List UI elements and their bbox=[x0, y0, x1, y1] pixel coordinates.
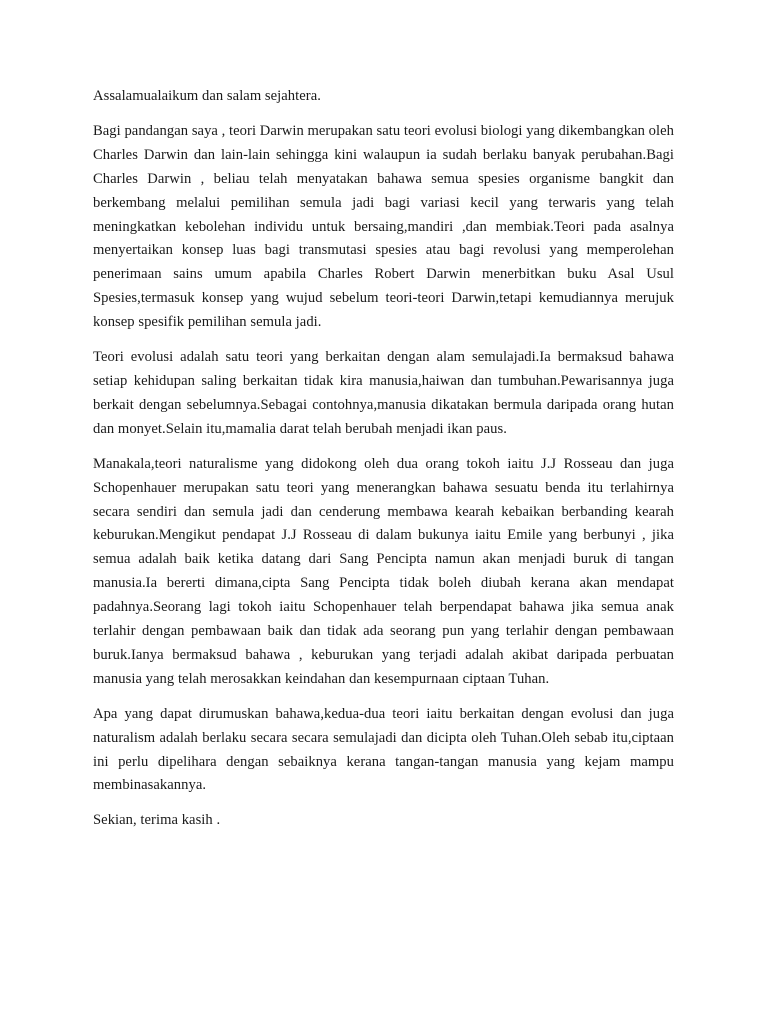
paragraph-evolution: Teori evolusi adalah satu teori yang berkaitan dengan alam semulajadi.Ia bermaksud bahawa setiap kehidupan saling berkaitan tidak kira manusia,haiwan dan tumbuhan.Pewarisannya juga berkait dengan sebelumnya.Sebagai contohnya,manusia dikatakan bermula daripada orang hutan dan monyet.Selain itu,mamalia darat telah berubah menjadi ikan paus. bbox=[93, 349, 674, 437]
paragraph-naturalism: Manakala,teori naturalisme yang didokong oleh dua orang tokoh iaitu J.J Rosseau dan juga Schopenhauer merupakan satu teori yang menerangkan bahawa sesuatu benda itu terlahirnya secara sendiri dan semula jadi dan cenderung membawa kearah kebaikan berbanding kearah keburukan.Mengikut pendapat J.J Rosseau di dalam bukunya iaitu Emile yang berbunyi , jika semua adalah baik ketika datang dari Sang Pencipta namun akan menjadi buruk di tangan manusia.Ia bererti dimana,cipta Sang Pencipta tidak boleh diubah kerana akan mendapat padahnya.Seorang lagi tokoh iaitu Schopenhauer telah berpendapat bahawa jika semua anak terlahir dengan pembawaan baik dan tidak ada seorang pun yang terlahir dengan pembawaan buruk.Ianya bermaksud bahawa , keburukan yang terjadi adalah akibat daripada perbuatan manusia yang telah merosakkan keindahan dan kesempurnaan ciptaan Tuhan. bbox=[93, 455, 674, 687]
paragraph-darwin: Bagi pandangan saya , teori Darwin merupakan satu teori evolusi biologi yang dikembangkan oleh Charles Darwin dan lain-lain sehingga kini walaupun ia sudah berlaku banyak perubahan.Bagi Charles Darwin , beliau telah menyatakan bahawa semua spesies organisme bangkit dan berkembang melalui pemilihan semula jadi bagi variasi kecil yang terwaris yang telah meningkatkan kebolehan individu untuk bersaing,mandiri ,dan membiak.Teori pada asalnya menyertaikan konsep luas bagi transmutasi spesies atau bagi revolusi yang memperolehan penerimaan sains umum apabila Charles Robert Darwin menerbitkan buku Asal Usul Spesies,termasuk konsep yang wujud sebelum teori-teori Darwin,tetapi kemudiannya merujuk konsep spesifik pemilihan semula jadi. bbox=[93, 122, 674, 331]
closing-line: Sekian, terima kasih . bbox=[93, 812, 221, 829]
document-body bbox=[93, 85, 674, 844]
paragraph-conclusion: Apa yang dapat dirumuskan bahawa,kedua-dua teori iaitu berkaitan dengan evolusi dan juga naturalism adalah berlaku secara secara semulajadi dan dicipta oleh Tuhan.Oleh sebab itu,ciptaan ini perlu dipelihara dengan sebaiknya kerana tangan-tangan manusia yang kejam mampu membinasakannya. bbox=[93, 705, 674, 794]
greeting-line: Assalamualaikum dan salam sejahtera. bbox=[93, 88, 321, 104]
